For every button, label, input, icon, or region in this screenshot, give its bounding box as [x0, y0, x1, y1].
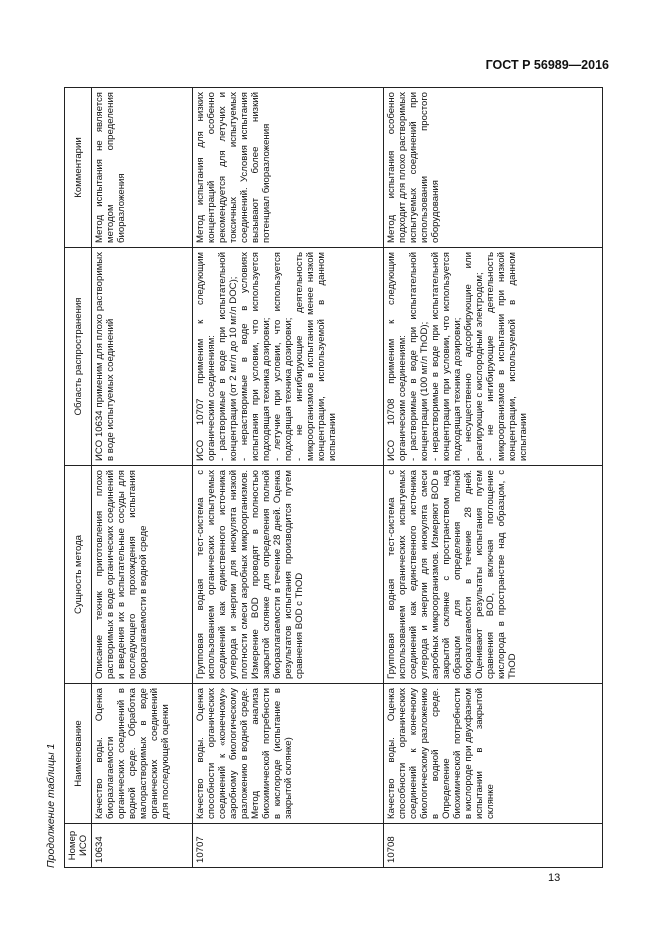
scope-line: - нерастворимые в воде при испытательной концентрации при условии, что используется подходящая техника дозировки;	[430, 252, 463, 461]
cell-name: Качество воды. Оценка биоразлагаемости органических соединений в водной среде. Обработка малорастворимых в воде органических соединений для последующей оценки	[92, 684, 193, 824]
cell-name: Качество воды. Оценка способности органических соединений к конечному биологическому разложению в водной среде. Определение биохимической потребности в кислороде при двухфазном испытании в закрытой склянке	[384, 684, 603, 824]
cell-name: Качество воды. Оценка способности органических соединений к «конечному» аэробному биологическому разложению в водной среде. Метод анализа биохимической потребности в кислороде (испытание в закрытой склянке)	[193, 684, 384, 824]
scope-line: - не ингибирующие деятельность микроорганизмов в испытании менее низкой концентрации, используемой в данном испытании	[294, 252, 338, 461]
cell-scope	[193, 248, 384, 466]
rotated-table-area	[40, 88, 610, 868]
methods-table	[64, 87, 603, 868]
cell-method: Описание техник приготовления плохо растворимых в воде органических соединений и введения их в испытательные сосуды для последующего прохождения испытания биоразлагаемости в водной среде	[92, 466, 193, 684]
cell-scope: ИСО 10634 применим для плохо растворимых в воде испытуемых соединений	[92, 248, 193, 466]
cell-iso: 10708	[384, 824, 603, 868]
cell-method: Групповая водная тест-система с использованием органических испытуемых соединений как единственного источника углерода и энергии для инокулята низкой плотности смеси аэробных микроорганизмов. Измерение BOD проводят в полностью закрытой склянке для определения полной биоразлагаемости в течение 28 дней. Оценка результатов испытания производится путем сравнения BOD с ThOD	[193, 466, 384, 684]
cell-method: Групповая водная тест-система с использованием органических испытуемых соединений как единственного источника углерода и энергии для инокулята смеси аэробных микроорганизмов. Измеряют BOD в закрытой склянке с пространством над образцом для определения полной биоразлагаемости в течение 28 дней. Оценивают результаты испытания путем сравнения BOD, включая поглощение кислорода в пространстве над образцом, с ThOD	[384, 466, 603, 684]
table-header-row	[65, 88, 92, 868]
col-header-comments: Комментарии	[65, 88, 92, 248]
standard-code: ГОСТ Р 56989—2016	[485, 58, 609, 72]
col-header-name: Наименование	[65, 684, 92, 824]
scope-line: - растворимые в воде при испытательной концентрации (100 мг/л ThOD);	[408, 252, 430, 461]
scope-line: - несущественно адсорбирующие или реагирующие с кислородным электродом;	[463, 252, 485, 461]
scope-line: ИСО 10708 применим к следующим органическим соединениям:	[386, 252, 408, 461]
cell-comments: Метод испытания для низких концентраций особенно рекомендуется для летучих и токсичных испытуемых соединений. Условия испытания вызывают более низкий потенциал биоразложения	[193, 88, 384, 248]
col-header-method: Сущность метода	[65, 466, 92, 684]
scope-line: - нерастворимые в воде в условиях испытания при условии, что используется подходящая техника дозировки;	[239, 252, 272, 461]
cell-iso: 10707	[193, 824, 384, 868]
cell-scope	[384, 248, 603, 466]
scope-line: - летучие при условии, что используется подходящая техника дозировки;	[272, 252, 294, 461]
cell-comments: Метод испытания не является методом определения биоразложения	[92, 88, 193, 248]
table-row	[193, 88, 384, 868]
scope-line: - не ингибирующие деятельность микроорганизмов в испытании при низкой концентрации, используемой в данном испытании	[485, 252, 529, 461]
col-header-iso: Номер ИСО	[65, 824, 92, 868]
cell-comments: Метод испытания особенно подходит для плохо растворимых испытуемых соединений при использовании простого оборудования	[384, 88, 603, 248]
page-number: 13	[548, 872, 561, 884]
table-caption: Продолжение таблицы 1	[45, 743, 57, 868]
col-header-scope: Область распространения	[65, 248, 92, 466]
scope-line: - растворимые в воде при испытательной концентрации (от 2 мг/л до 10 мг/л DOC);	[217, 252, 239, 461]
cell-iso: 10634	[92, 824, 193, 868]
scope-line: ИСО 10707 применим к следующим органическим соединениям:	[195, 252, 217, 461]
table-row	[384, 88, 603, 868]
table-row	[92, 88, 193, 868]
